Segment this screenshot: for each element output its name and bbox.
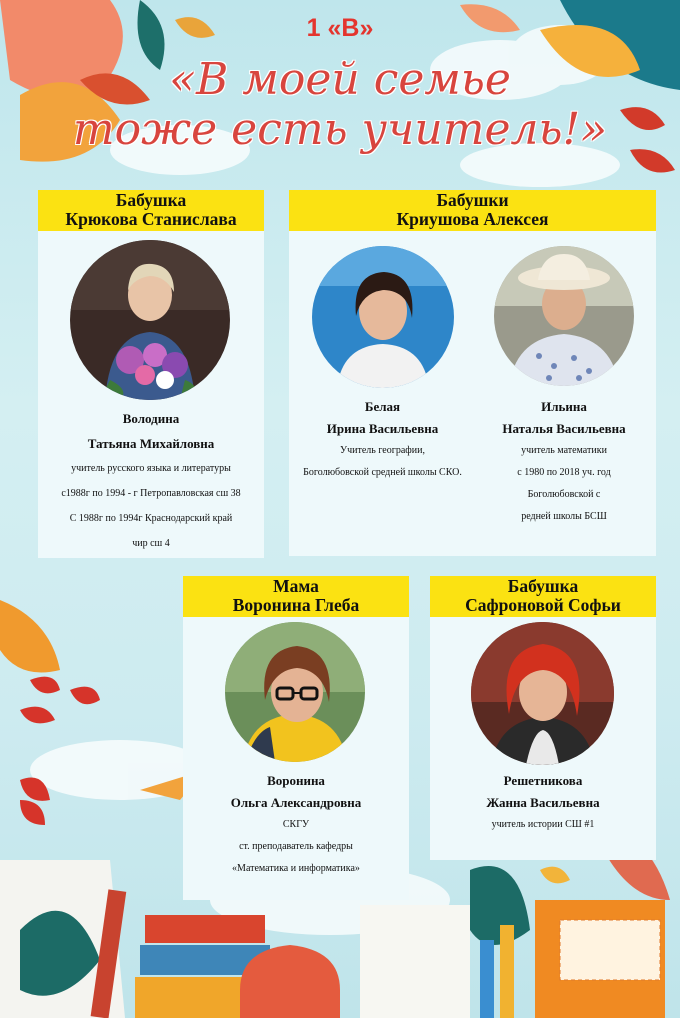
card-banner xyxy=(38,190,264,231)
avatar xyxy=(494,246,634,386)
person-surname: Володина xyxy=(122,411,180,426)
person-detail: «Математика и информатика» xyxy=(232,863,360,874)
banner-line: Сафроновой Софьи xyxy=(465,595,621,615)
banner-line: Крюкова Станислава xyxy=(65,209,237,229)
poster-title-line2: тоже есть учитель!» xyxy=(72,104,608,155)
person-detail: учитель русского языка и литературы xyxy=(71,463,231,474)
person-detail: С 1988г по 1994г Краснодарский край xyxy=(69,513,233,524)
banner-line: Воронина Глеба xyxy=(232,595,360,615)
avatar xyxy=(70,240,230,400)
banner-line: Мама xyxy=(273,576,319,596)
card-banner xyxy=(183,576,409,617)
banner-line: Бабушка xyxy=(115,190,187,210)
book-label-decoration xyxy=(560,920,660,980)
person-detail: с1988г по 1994 - г Петропавловская сш 38 xyxy=(61,488,241,499)
person-surname: Воронина xyxy=(267,773,325,788)
leaf-decoration xyxy=(540,867,570,884)
person-name: Жанна Васильевна xyxy=(486,795,600,810)
person-detail: с 1980 по 2018 уч. год xyxy=(517,467,611,478)
pencil-decoration xyxy=(480,940,494,1018)
person-detail: Боголюбовской средней школы СКО. xyxy=(303,467,462,478)
person-name: Ольга Александровна xyxy=(230,795,362,810)
banner-line: Бабушка xyxy=(507,576,579,596)
banner-line: Криушова Алексея xyxy=(396,209,549,229)
leaf-decoration xyxy=(30,677,60,694)
person-info xyxy=(300,396,465,484)
person-detail: учитель истории СШ #1 xyxy=(491,819,595,830)
person-info xyxy=(430,770,656,836)
card-banner xyxy=(289,190,656,231)
person-detail: чир сш 4 xyxy=(132,538,170,549)
avatar xyxy=(225,622,365,762)
person-surname: Ильина xyxy=(541,399,587,414)
person-name: Татьяна Михайловна xyxy=(87,436,215,451)
person-detail: учитель математики xyxy=(521,445,607,456)
leaf-decoration xyxy=(20,800,45,825)
leaf-decoration xyxy=(0,600,60,673)
person-surname: Белая xyxy=(364,399,401,414)
person-detail: СКГУ xyxy=(282,819,310,830)
person-name: Наталья Васильевна xyxy=(502,421,626,436)
person-detail: редней школы БСШ xyxy=(521,511,607,522)
person-info xyxy=(486,396,642,528)
book-decoration xyxy=(145,915,265,943)
avatar xyxy=(471,622,614,765)
person-detail: Боголюбовской с xyxy=(527,489,601,500)
class-label: 1 «В» xyxy=(306,14,374,42)
person-info xyxy=(183,770,409,880)
person-surname: Решетникова xyxy=(503,773,583,788)
banner-line: Бабушки xyxy=(436,190,509,210)
person-info xyxy=(38,406,264,556)
person-detail: Учитель географии, xyxy=(340,445,425,456)
leaf-decoration xyxy=(20,707,55,724)
leaf-decoration xyxy=(70,687,100,705)
notebook-decoration xyxy=(360,905,470,1018)
avatar xyxy=(312,246,454,388)
person-detail: ст. преподаватель кафедры xyxy=(239,841,353,852)
card-banner xyxy=(430,576,656,617)
pencil-decoration xyxy=(500,925,514,1018)
poster-title-line1: «В моей семье xyxy=(169,54,511,105)
person-name: Ирина Васильевна xyxy=(326,421,439,436)
